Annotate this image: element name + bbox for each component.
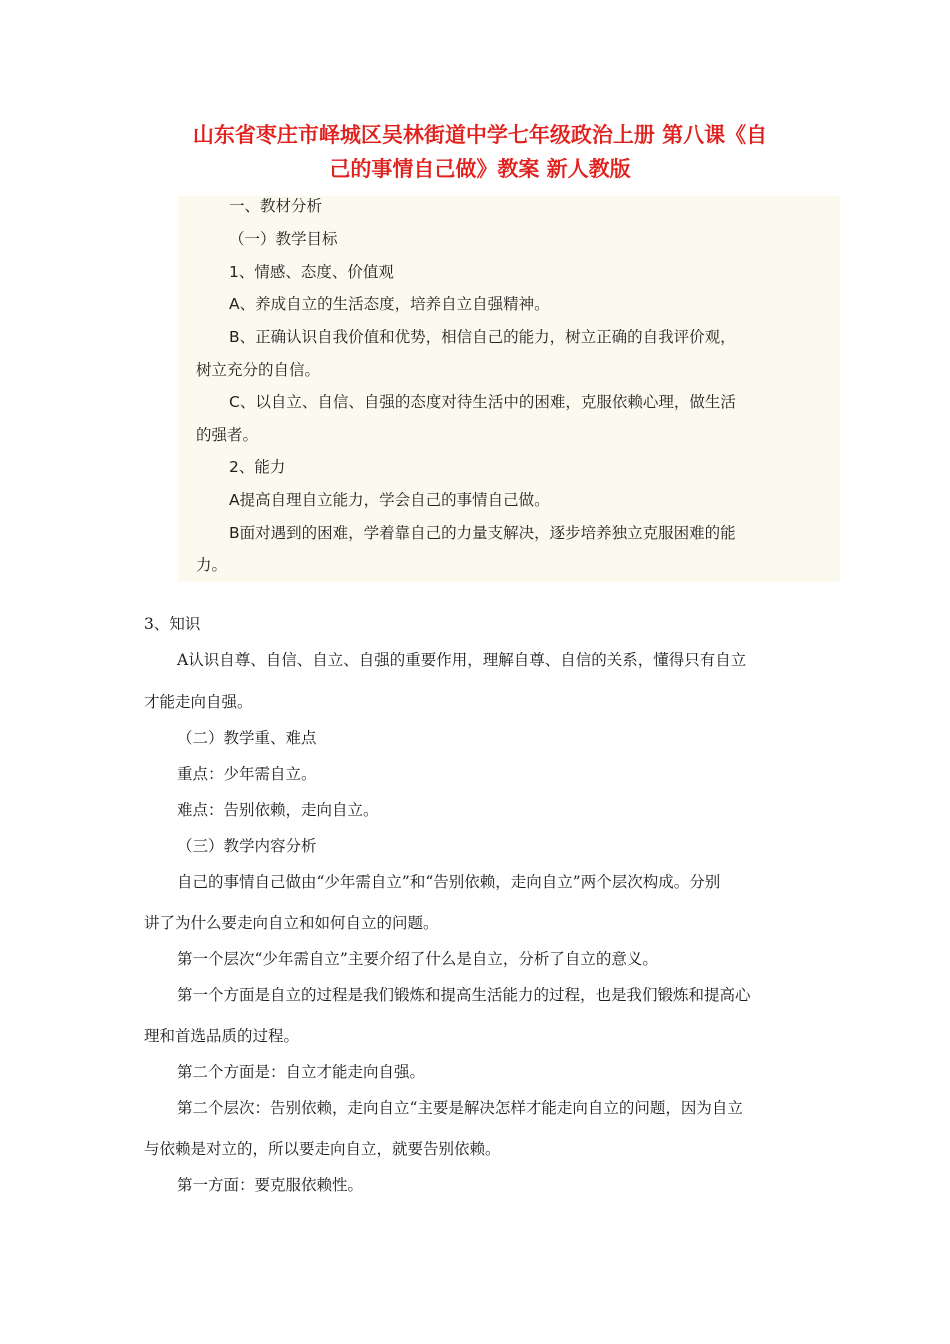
document-title: [150, 118, 810, 186]
paragraph-line: 理和首选品质的过程。: [144, 1027, 300, 1045]
paragraph-line: 与依赖是对立的，所以要走向自立，就要告别依赖。: [144, 1140, 501, 1158]
goal-c: C、以自立、自信、自强的态度对待生活中的困难，克服依赖心理，做生活: [229, 393, 736, 411]
heading-key-points: （二）教学重、难点: [177, 729, 317, 747]
heading-textbook-analysis: 一、教材分析: [229, 197, 323, 215]
title-line-1: 山东省枣庄市峄城区吴林街道中学七年级政治上册 第八课《自: [192, 123, 768, 147]
paragraph-line: 讲了为什么要走向自立和如何自立的问题。: [144, 914, 439, 932]
goal-c-cont: 的强者。: [196, 426, 259, 444]
goal-b-cont: 树立充分的自信。: [196, 361, 321, 379]
paragraph-line: 第二个层次：告别依赖，走向自立“主要是解决怎样才能走向自立的问题，因为自立: [177, 1099, 743, 1117]
heading-emotion-attitude: 1、情感、态度、价值观: [229, 263, 394, 281]
paragraph-line: A认识自尊、自信、自立、自强的重要作用，理解自尊、自信的关系，懂得只有自立: [177, 651, 747, 669]
goal-b: B、正确认识自我价值和优势，相信自己的能力，树立正确的自我评价观，: [229, 328, 736, 346]
goal-a: A、养成自立的生活态度，培养自立自强精神。: [229, 295, 550, 313]
paragraph-line: 第一个层次“少年需自立”主要介绍了什么是自立，分析了自立的意义。: [177, 950, 658, 968]
paragraph-line: 第一方面：要克服依赖性。: [177, 1176, 364, 1194]
key-point: 重点：少年需自立。: [177, 765, 317, 783]
paragraph-line: 第一个方面是自立的过程是我们锻炼和提高生活能力的过程，也是我们锻炼和提高心: [177, 986, 751, 1004]
ability-b: B面对遇到的困难，学着靠自己的力量支解决，逐步培养独立克服困难的能: [229, 524, 736, 542]
paragraph-line: 才能走向自强。: [144, 693, 253, 711]
heading-teaching-goals: （一）教学目标: [229, 230, 338, 248]
difficult-point: 难点：告别依赖，走向自立。: [177, 801, 379, 819]
heading-ability: 2、能力: [229, 458, 286, 476]
heading-content-analysis: （三）教学内容分析: [177, 837, 317, 855]
heading-knowledge: 3、知识: [144, 615, 201, 633]
title-line-2: 己的事情自己做》教案 新人教版: [329, 157, 631, 181]
paragraph-line: 第二个方面是：自立才能走向自强。: [177, 1063, 426, 1081]
ability-a: A提高自理自立能力，学会自己的事情自己做。: [229, 491, 550, 509]
paragraph-line: 自己的事情自己做由“少年需自立”和“告别依赖，走向自立”两个层次构成。分别: [177, 873, 721, 891]
ability-b-cont: 力。: [196, 556, 228, 574]
